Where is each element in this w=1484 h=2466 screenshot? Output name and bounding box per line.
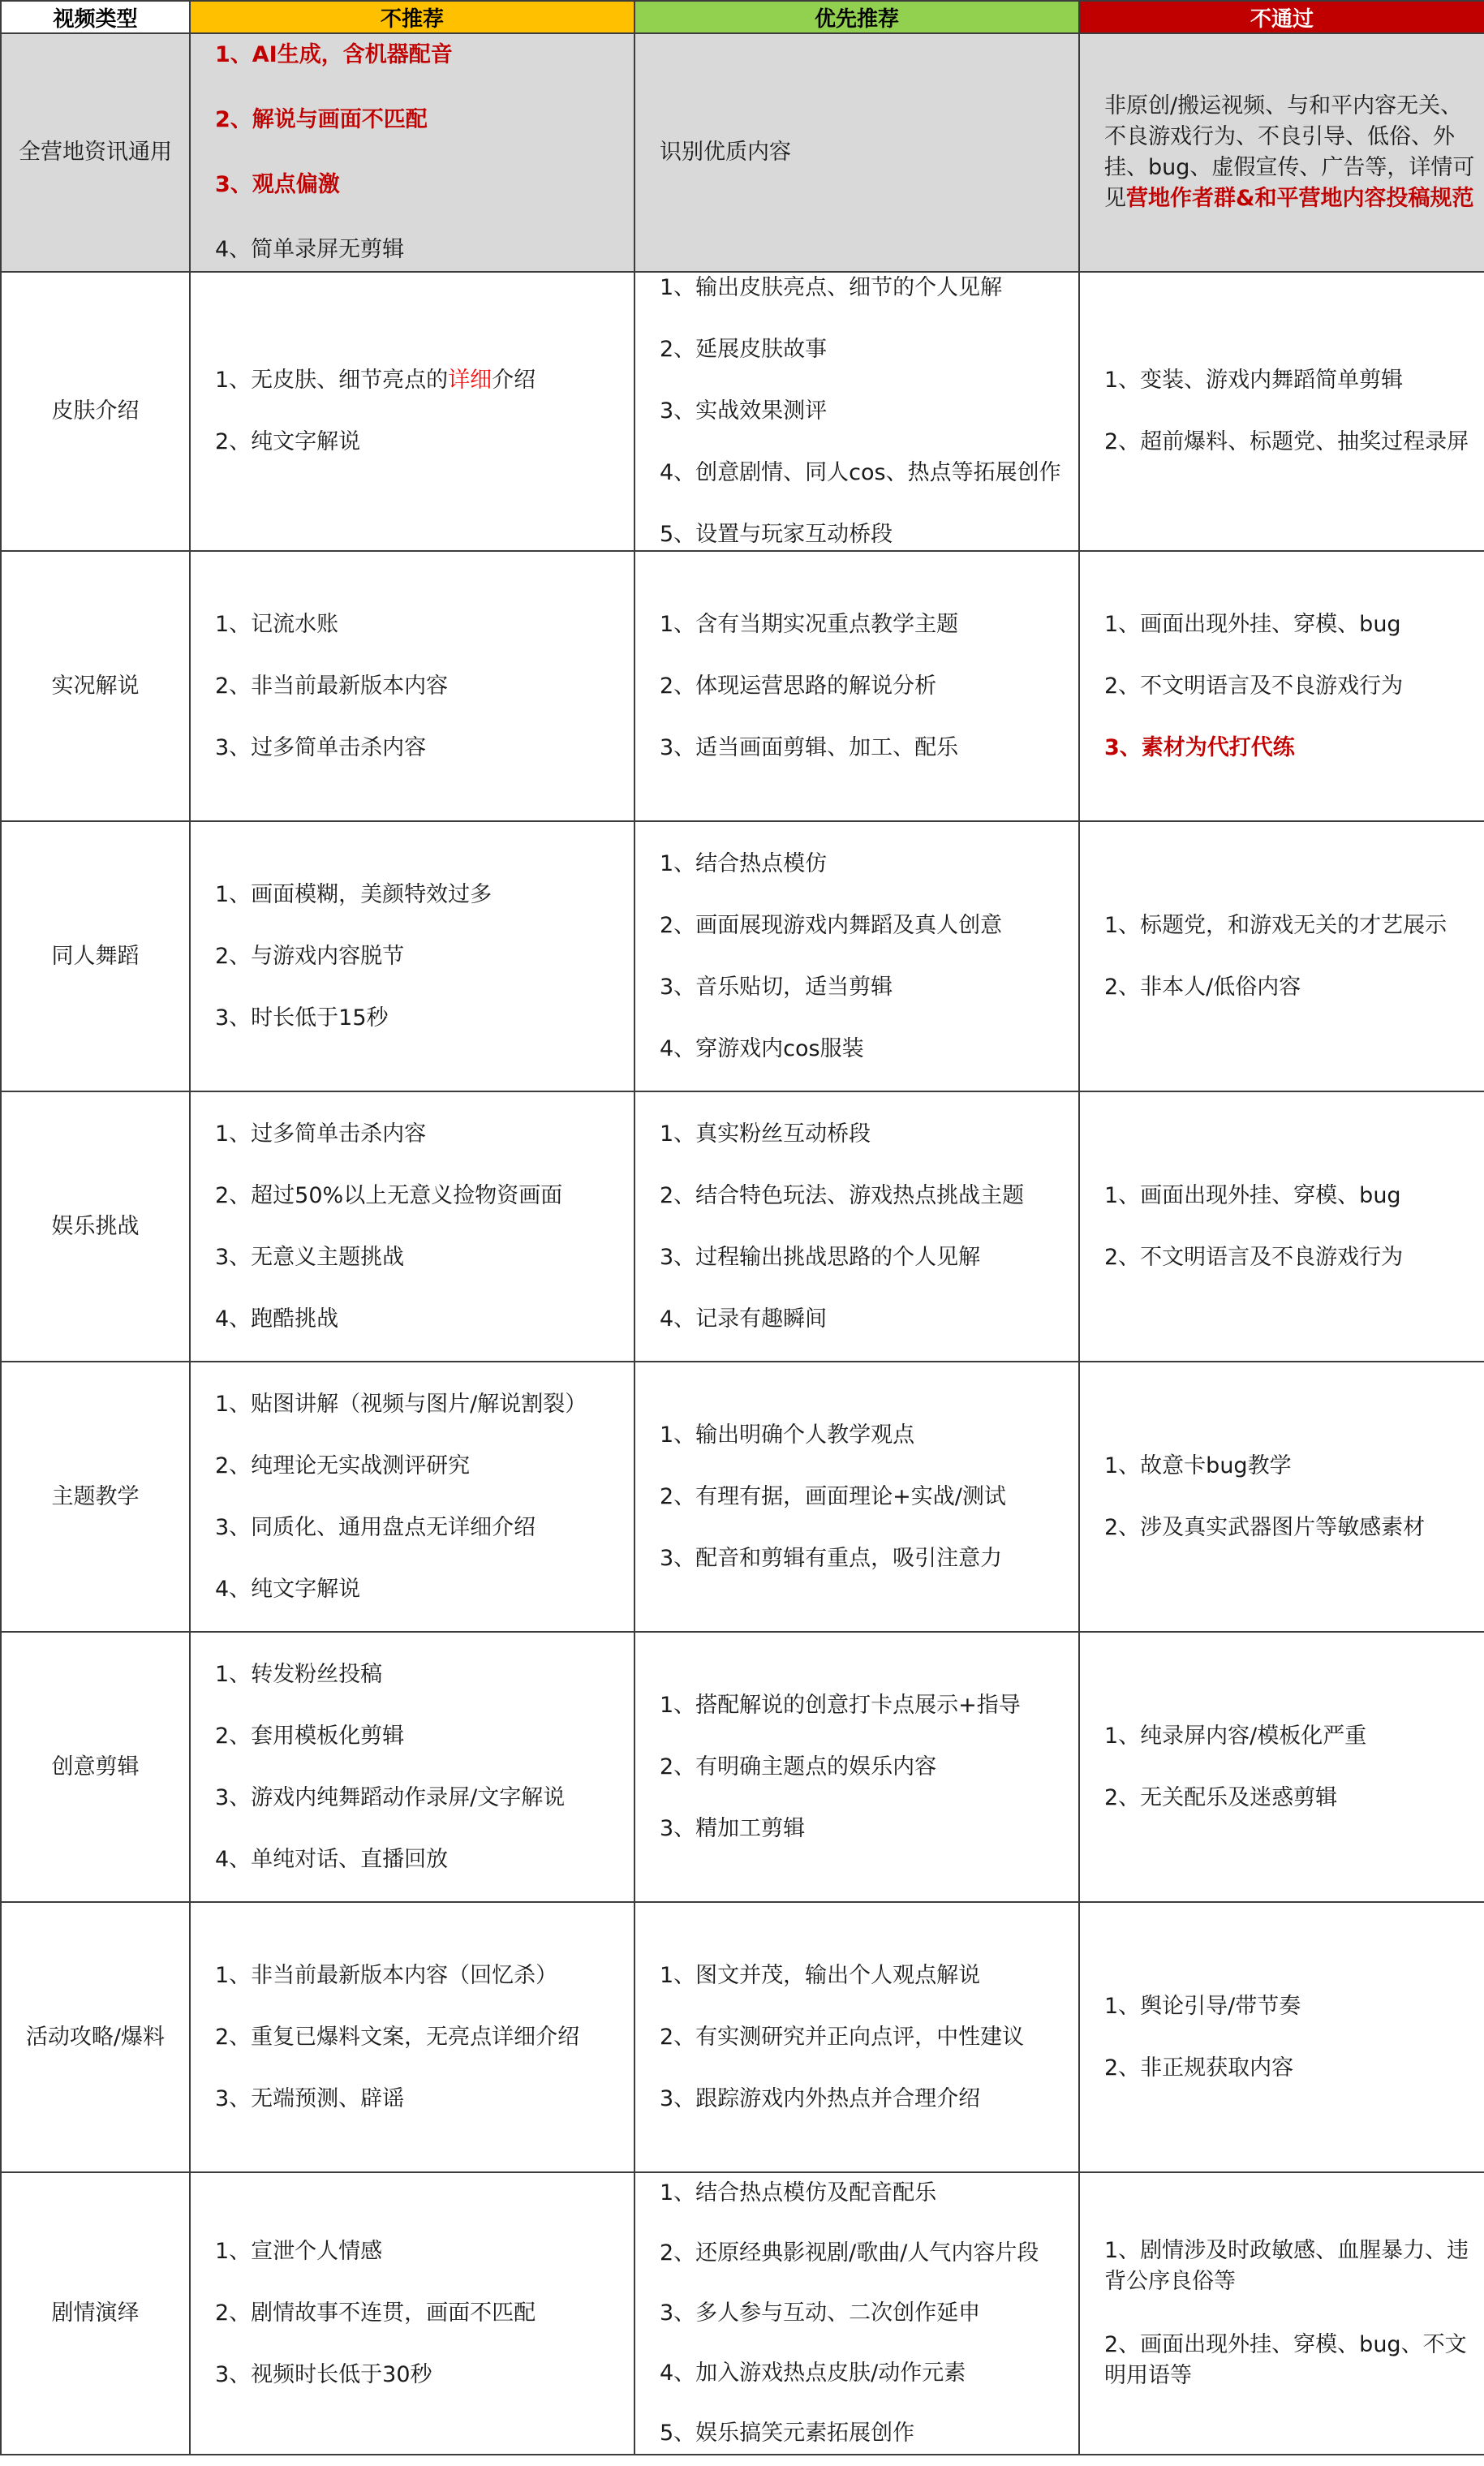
list-item: 4、记录有趣瞬间: [660, 1306, 828, 1332]
rejected-cell: [1079, 1902, 1484, 2172]
list-item: 3、时长低于15秒: [215, 1005, 389, 1031]
table-row-topic-teaching: [1, 1362, 1484, 1632]
list-item: 2、涉及真实武器图片等敏感素材: [1104, 1514, 1426, 1540]
priority-cell: [634, 2172, 1079, 2455]
row-type-label: 实况解说: [1, 551, 190, 821]
list-item: 4、加入游戏热点皮肤/动作元素: [660, 2361, 966, 2386]
list-item: 2、画面展现游戏内舞蹈及真人创意: [660, 912, 1003, 938]
header-priority-recommended: 优先推荐: [634, 1, 1079, 33]
list-item: 2、非本人/低俗内容: [1104, 974, 1301, 1000]
list-item: 1、输出皮肤亮点、细节的个人见解: [660, 275, 1003, 300]
rejected-cell: [1079, 1091, 1484, 1362]
rejected-cell: [1079, 1362, 1484, 1632]
list-item: 2、非当前最新版本内容: [215, 673, 449, 699]
list-item: 1、画面出现外挂、穿模、bug: [1104, 611, 1401, 637]
priority-cell: [634, 551, 1079, 821]
table-row-creative-edit: [1, 1632, 1484, 1902]
list-item: 3、同质化、通用盘点无详细介绍: [215, 1514, 536, 1540]
row-type-label: 娱乐挑战: [1, 1091, 190, 1362]
list-item: 4、穿游戏内cos服装: [660, 1035, 864, 1061]
list-item: 4、简单录屏无剪辑: [215, 237, 405, 262]
list-item: 1、图文并茂，输出个人观点解说: [660, 1962, 981, 1988]
list-item: 3、音乐贴切，适当剪辑: [660, 974, 893, 1000]
table-row-fan-dance: [1, 821, 1484, 1091]
guideline-link[interactable]: 营地作者群&和平营地内容投稿规范: [1126, 186, 1474, 211]
list-item: 2、套用模板化剪辑: [215, 1723, 405, 1749]
not-recommended-cell: [190, 551, 634, 821]
list-item: 2、超前爆料、标题党、抽奖过程录屏: [1104, 429, 1469, 454]
list-item: 1、纯录屏内容/模板化严重: [1104, 1723, 1367, 1749]
not-recommended-cell: [190, 821, 634, 1091]
list-item: 识别优质内容: [660, 140, 791, 165]
list-item: 2、有明确主题点的娱乐内容: [660, 1754, 937, 1780]
list-item: 3、适当画面剪辑、加工、配乐: [660, 734, 959, 760]
list-item: 1、故意卡bug教学: [1104, 1452, 1292, 1478]
list-item: 2、剧情故事不连贯，画面不匹配: [215, 2300, 536, 2326]
priority-cell: [634, 821, 1079, 1091]
list-item: 1、过多简单击杀内容: [215, 1121, 427, 1147]
list-item: 2、与游戏内容脱节: [215, 943, 405, 969]
not-recommended-cell: [190, 1902, 634, 2172]
row-type-label: 同人舞蹈: [1, 821, 190, 1091]
not-recommended-cell: [190, 33, 634, 272]
list-item: 2、画面出现外挂、穿模、bug、不文明用语等: [1104, 2332, 1467, 2388]
list-item: 2、无关配乐及迷惑剪辑: [1104, 1784, 1338, 1810]
row-type-label: 全营地资讯通用: [1, 33, 190, 272]
priority-cell: [634, 1091, 1079, 1362]
list-item: 3、素材为代打代练: [1104, 734, 1295, 760]
list-item: 3、过多简单击杀内容: [215, 734, 427, 760]
list-item: 1、画面出现外挂、穿模、bug: [1104, 1182, 1401, 1208]
list-item: 4、单纯对话、直播回放: [215, 1846, 449, 1872]
list-item: 2、还原经典影视剧/歌曲/人气内容片段: [660, 2240, 1039, 2266]
list-item: 2、体现运营思路的解说分析: [660, 673, 937, 699]
list-item: 1、宣泄个人情感: [215, 2239, 383, 2264]
list-item: 1、结合热点模仿: [660, 850, 828, 876]
list-item: 3、实战效果测评: [660, 398, 828, 424]
list-item: 1、无皮肤、细节亮点的详细介绍: [215, 368, 536, 393]
rejected-cell: [1079, 2172, 1484, 2455]
list-item: 3、过程输出挑战思路的个人见解: [660, 1244, 981, 1270]
list-item: 3、无意义主题挑战: [215, 1244, 405, 1270]
list-item: 1、剧情涉及时政敏感、血腥暴力、违背公序良俗等: [1104, 2238, 1469, 2294]
table-header-row: [1, 1, 1484, 33]
rejected-cell: [1079, 1632, 1484, 1902]
list-item: 3、游戏内纯舞蹈动作录屏/文字解说: [215, 1784, 566, 1810]
header-rejected: 不通过: [1079, 1, 1484, 33]
list-item: 4、跑酷挑战: [215, 1306, 339, 1332]
priority-cell: [634, 272, 1079, 551]
list-item: 3、无端预测、辟谣: [215, 2085, 405, 2111]
list-item: 5、娱乐搞笑元素拓展创作: [660, 2421, 915, 2446]
list-item: 1、输出明确个人教学观点: [660, 1422, 915, 1448]
list-item: 4、纯文字解说: [215, 1576, 361, 1602]
not-recommended-cell: [190, 1362, 634, 1632]
list-item: 2、非正规获取内容: [1104, 2055, 1294, 2081]
row-type-label: 主题教学: [1, 1362, 190, 1632]
list-item: 2、解说与画面不匹配: [215, 107, 428, 132]
list-item: 1、转发粉丝投稿: [215, 1661, 383, 1687]
list-item: 3、跟踪游戏内外热点并合理介绍: [660, 2085, 981, 2111]
not-recommended-cell: [190, 1632, 634, 1902]
list-item: 1、贴图讲解（视频与图片/解说割裂）: [215, 1391, 587, 1417]
list-item: 1、画面模糊，美颜特效过多: [215, 881, 493, 907]
list-item: 1、变装、游戏内舞蹈简单剪辑: [1104, 368, 1404, 393]
rejected-paragraph: [1104, 91, 1479, 214]
list-item: 2、延展皮肤故事: [660, 337, 828, 362]
header-not-recommended: 不推荐: [190, 1, 634, 33]
table-row-general: [1, 33, 1484, 272]
priority-cell: [634, 1902, 1079, 2172]
priority-cell: [634, 33, 1079, 272]
list-item: 3、观点偏激: [215, 172, 340, 197]
list-item: 1、AI生成，含机器配音: [215, 42, 453, 67]
list-item: 1、标题党，和游戏无关的才艺展示: [1104, 912, 1447, 938]
list-item: 5、设置与玩家互动桥段: [660, 522, 893, 547]
table-row-event-guide: [1, 1902, 1484, 2172]
list-item: 3、多人参与互动、二次创作延申: [660, 2300, 981, 2326]
rejected-cell: [1079, 33, 1484, 272]
rejected-cell: [1079, 272, 1484, 551]
list-item: 1、非当前最新版本内容（回忆杀）: [215, 1962, 558, 1988]
list-item: 2、结合特色玩法、游戏热点挑战主题: [660, 1182, 1025, 1208]
list-item: 1、搭配解说的创意打卡点展示+指导: [660, 1692, 1021, 1718]
list-item: 2、超过50%以上无意义捡物资画面: [215, 1182, 563, 1208]
not-recommended-cell: [190, 2172, 634, 2455]
row-type-label: 皮肤介绍: [1, 272, 190, 551]
priority-cell: [634, 1632, 1079, 1902]
highlight-text: 详细: [448, 368, 493, 393]
rejected-cell: [1079, 821, 1484, 1091]
list-item: 1、真实粉丝互动桥段: [660, 1121, 871, 1147]
list-item: 1、记流水账: [215, 611, 339, 637]
row-type-label: 活动攻略/爆料: [1, 1902, 190, 2172]
list-item: 1、舆论引导/带节奏: [1104, 1993, 1301, 2019]
header-video-type: 视频类型: [1, 1, 190, 33]
list-item: 2、有理有据，画面理论+实战/测试: [660, 1483, 1006, 1509]
row-type-label: 创意剪辑: [1, 1632, 190, 1902]
list-item: 2、重复已爆料文案，无亮点详细介绍: [215, 2024, 580, 2050]
list-item: 2、纯文字解说: [215, 429, 361, 454]
priority-cell: [634, 1362, 1079, 1632]
list-item: 3、配音和剪辑有重点，吸引注意力: [660, 1545, 1003, 1571]
list-item: 4、创意剧情、同人cos、热点等拓展创作: [660, 460, 1061, 485]
table-row-live-commentary: [1, 551, 1484, 821]
list-item: 1、含有当期实况重点教学主题: [660, 611, 959, 637]
rejected-text: 非原创/搬运视频、与和平内容无关、不良游戏行为、不良引导、低俗、外挂、bug、虚假宣传、广告等，详情可见: [1104, 93, 1475, 211]
list-item: 2、不文明语言及不良游戏行为: [1104, 673, 1404, 699]
table-row-skin-intro: [1, 272, 1484, 551]
list-item: 2、不文明语言及不良游戏行为: [1104, 1244, 1404, 1270]
table-row-fun-challenge: [1, 1091, 1484, 1362]
list-item: 2、有实测研究并正向点评，中性建议: [660, 2024, 1025, 2050]
rejected-cell: [1079, 551, 1484, 821]
list-item: 2、纯理论无实战测评研究: [215, 1452, 471, 1478]
not-recommended-cell: [190, 1091, 634, 1362]
list-item: 3、视频时长低于30秒: [215, 2362, 432, 2387]
list-item: 3、精加工剪辑: [660, 1815, 806, 1841]
row-type-label: 剧情演绎: [1, 2172, 190, 2455]
list-item: 1、结合热点模仿及配音配乐: [660, 2180, 937, 2206]
not-recommended-cell: [190, 272, 634, 551]
table-row-drama-acting: [1, 2172, 1484, 2455]
